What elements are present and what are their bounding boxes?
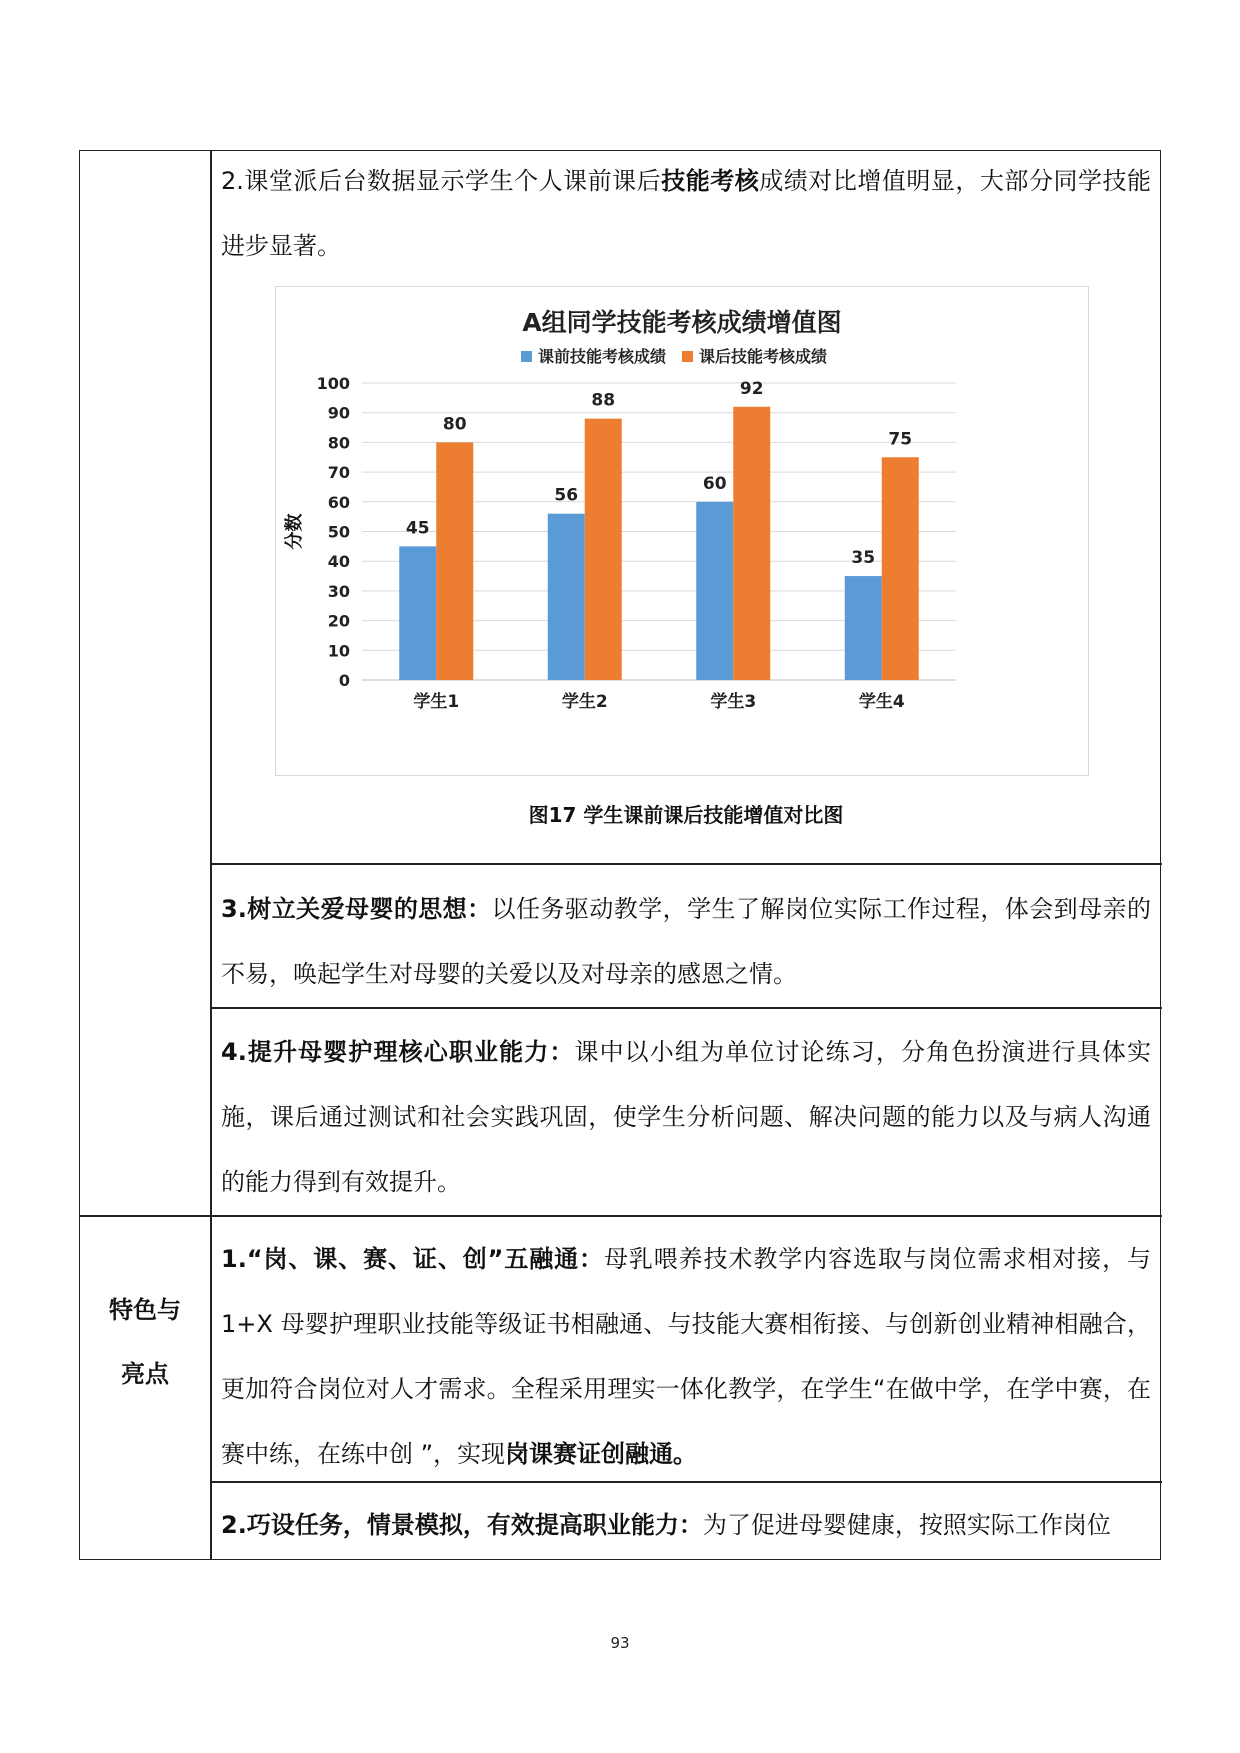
y-tick-label: 20 [327, 611, 350, 631]
text-run: 母乳喂养技术教学内容选取与岗位需求相对接，与 1+X 母婴护理职业技能等级证书相融通、与技能大赛相衔接、与创新创业精神相融合，更加符合岗位对人才需求。全程采用理实一体化教学，在学生“在做中学，在学中赛，在赛中练，在练中创 ”，实现 [221, 1245, 1151, 1468]
bar-after-1 [436, 442, 473, 680]
data-label: 56 [554, 485, 579, 506]
bold-text: 3.树立关爱母婴的思想： [221, 895, 492, 923]
bar-after-2 [585, 419, 622, 680]
bold-text: 技能考核 [661, 167, 760, 195]
row-divider [80, 1215, 1162, 1217]
data-label: 75 [888, 429, 913, 450]
row-divider [210, 863, 1162, 865]
bar-before-3 [696, 502, 733, 680]
legend-swatch-2 [682, 351, 693, 362]
bar-after-3 [733, 407, 770, 680]
text-run: 以任务驱动教学，学生了解岗位实际工作过程，体会到母亲的不易，唤起学生对母婴的关爱以及对母亲的感恩之情。 [221, 895, 1151, 988]
legend-swatch-1 [521, 351, 532, 362]
paragraph-care-mindset [221, 877, 1151, 1007]
paragraph-core-ability [221, 1020, 1151, 1215]
bar-before-1 [399, 546, 436, 680]
text-run: 2.课堂派后台数据显示学生个人课前课后 [221, 167, 662, 195]
bar-before-2 [548, 514, 585, 680]
data-label: 45 [405, 518, 430, 539]
bold-text: 岗课赛证创融通。 [505, 1440, 698, 1468]
legend-label-1: 课前技能考核成绩 [538, 347, 667, 366]
row-label-features-line1: 特色与 [109, 1296, 181, 1324]
figure-caption: 图17 学生课前课后技能增值对比图 [528, 803, 844, 827]
data-label: 35 [851, 548, 876, 569]
text-run: 成绩对比增值明显，大部分同学技能进步显著。 [221, 167, 1152, 260]
row-divider [210, 1007, 1162, 1009]
x-tick-label: 学生3 [710, 692, 757, 712]
bar-chart [276, 287, 1088, 775]
chart-container [275, 286, 1089, 776]
y-tick-label: 40 [327, 552, 350, 572]
data-label: 60 [702, 473, 727, 494]
x-tick-label: 学生4 [858, 692, 905, 712]
y-axis-label: 分数 [284, 513, 305, 550]
table-column-divider [210, 151, 212, 1559]
bar-after-4 [882, 457, 919, 680]
legend-label-2: 课后技能考核成绩 [699, 347, 828, 366]
x-tick-label: 学生1 [413, 692, 460, 712]
y-tick-label: 50 [327, 522, 350, 542]
bold-text: 1.“岗、课、赛、证、创”五融通： [221, 1245, 604, 1273]
bold-text: 4.提升母婴护理核心职业能力： [221, 1038, 575, 1066]
text-run: 为了促进母婴健康，按照实际工作岗位 [702, 1511, 1111, 1539]
data-label: 92 [739, 378, 764, 399]
text-run: 课中以小组为单位讨论练习，分角色扮演进行具体实施，课后通过测试和社会实践巩固，使学生分析问题、解决问题的能力以及与病人沟通的能力得到有效提升。 [221, 1038, 1152, 1196]
page-number: 93 [610, 1634, 630, 1652]
y-tick-label: 90 [327, 403, 350, 423]
x-tick-label: 学生2 [561, 692, 608, 712]
y-tick-label: 100 [316, 374, 350, 393]
y-tick-label: 60 [327, 492, 350, 512]
paragraph-skill-assessment [221, 149, 1151, 279]
data-label: 80 [442, 414, 467, 435]
row-label-features-line2: 亮点 [121, 1360, 169, 1388]
bar-before-4 [845, 576, 882, 680]
y-tick-label: 30 [327, 581, 350, 601]
y-tick-label: 80 [327, 433, 350, 453]
y-tick-label: 0 [338, 671, 350, 690]
paragraph-task-simulation [221, 1493, 1151, 1558]
bold-text: 2.巧设任务，情景模拟，有效提高职业能力： [221, 1511, 703, 1539]
content-table [79, 150, 1161, 1560]
data-label: 88 [591, 390, 616, 411]
paragraph-five-integration [221, 1227, 1151, 1487]
y-tick-label: 10 [327, 641, 350, 661]
y-tick-label: 70 [327, 463, 350, 483]
chart-title: A组同学技能考核成绩增值图 [522, 308, 842, 337]
